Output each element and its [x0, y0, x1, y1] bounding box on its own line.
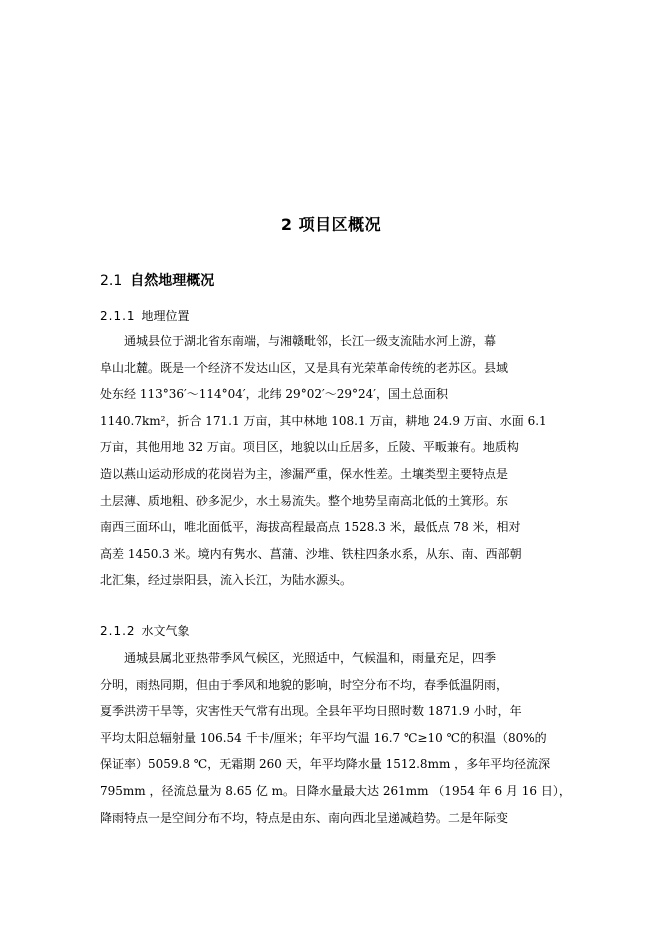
section-number: 2.1: [100, 273, 123, 289]
paragraph-line: 土层薄、质地粗、砂多泥少，水土易流失。整个地势呈南高北低的土箕形。东: [100, 493, 509, 508]
paragraph-line: 夏季洪涝干旱等，灾害性天气常有出现。全县年平均日照时数 1871.9 小时，年: [100, 704, 522, 719]
paragraph-line: 795mm ，径流总量为 8.65 亿 m。日降水量最大达 261mm （1954 年 6 月 16 日），: [100, 783, 571, 798]
paragraph-line: 保证率）5059.8 ℃，无霜期 260 天，年平均降水量 1512.8mm ，多年平均径流深: [100, 757, 551, 772]
subsection-title-text: 地理位置: [141, 309, 190, 323]
paragraph-hydrology: [100, 645, 571, 831]
paragraph-line: 处东经 113°36′～114°04′，北纬 29°02′～29°24′，国土总面积: [100, 387, 448, 402]
section-title-text: 自然地理概况: [130, 273, 215, 289]
paragraph-line: 阜山北麓。既是一个经济不发达山区，又是具有光荣革命传统的老苏区。县域: [100, 360, 509, 375]
paragraph-line: 造以燕山运动形成的花岗岩为主，渗漏严重，保水性差。土壤类型主要特点是: [100, 466, 509, 481]
subsection-heading-location: [100, 308, 190, 324]
paragraph-line: 平均太阳总辐射量 106.54 千卡/厘米；年平均气温 16.7 ℃≥10 ℃的积温（80%的: [100, 730, 547, 745]
paragraph-line: 分明，雨热同期，但由于季风和地貌的影响，时空分布不均，春季低温阴雨，: [100, 677, 509, 692]
subsection-number: 2.1.1: [100, 309, 136, 323]
paragraph-location: [100, 328, 545, 594]
section-heading: [100, 270, 214, 290]
chapter-title: 2 项目区概况: [280, 215, 382, 234]
subsection-number: 2.1.2: [100, 624, 136, 638]
paragraph-line: 降雨特点一是空间分布不均，特点是由东、南向西北呈递减趋势。二是年际变: [100, 810, 509, 825]
paragraph-line: 北汇集，经过崇阳县，流入长江，为陆水源头。: [100, 573, 353, 588]
subsection-heading-hydrology: [100, 623, 190, 639]
paragraph-line: 南西三面环山，唯北面低平，海拔高程最高点 1528.3 米，最低点 78 米，相对: [100, 520, 521, 535]
paragraph-line: 万亩，其他用地 32 万亩。项目区，地貌以山丘居多，丘陵、平畈兼有。地质构: [100, 440, 519, 455]
subsection-title-text: 水文气象: [141, 624, 190, 638]
paragraph-line: 通城县位于湖北省东南端，与湘赣毗邻，长江一级支流陆水河上游，幕: [124, 334, 497, 348]
paragraph-line: 高差 1450.3 米。境内有隽水、菖蒲、沙堆、铁柱四条水系，从东、南、西部朝: [100, 546, 522, 561]
paragraph-line: 1140.7km²，折合 171.1 万亩，其中林地 108.1 万亩，耕地 24.9 万亩、水面 6.1: [100, 413, 547, 428]
paragraph-line: 通城县属北亚热带季风气候区，光照适中，气候温和，雨量充足，四季: [124, 651, 497, 665]
